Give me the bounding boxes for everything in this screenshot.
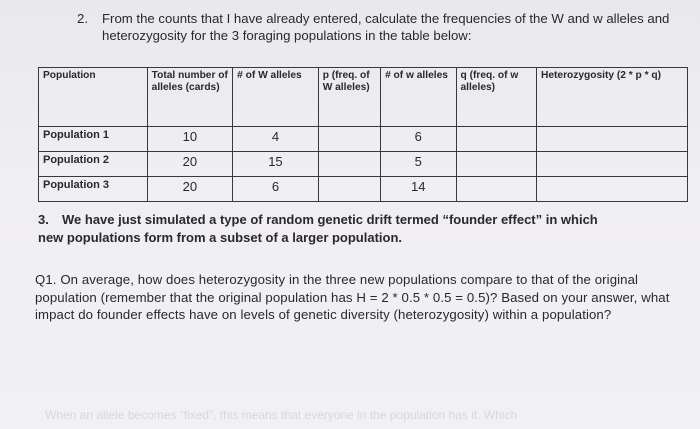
- question-3-number: 3.: [38, 212, 49, 227]
- header-total-alleles: Total number of alleles (cards): [147, 68, 233, 127]
- p-freq-cell[interactable]: [318, 127, 380, 152]
- total-alleles-cell: 20: [147, 177, 233, 202]
- header-w-count: # of w alleles: [381, 68, 456, 127]
- q-freq-cell[interactable]: [456, 127, 536, 152]
- population-label: Population 3: [39, 177, 148, 202]
- w-count-cell: 6: [381, 127, 456, 152]
- heterozygosity-cell[interactable]: [537, 127, 688, 152]
- header-W-count: # of W alleles: [233, 68, 319, 127]
- q-freq-cell[interactable]: [456, 152, 536, 177]
- q-freq-cell[interactable]: [456, 177, 536, 202]
- W-count-cell: 6: [233, 177, 319, 202]
- p-freq-cell[interactable]: [318, 152, 380, 177]
- p-freq-cell[interactable]: [318, 177, 380, 202]
- header-q-freq: q (freq. of w alleles): [456, 68, 536, 127]
- total-alleles-cell: 10: [147, 127, 233, 152]
- table-row: [39, 152, 688, 177]
- header-heterozygosity: Heterozygosity (2 * p * q): [537, 68, 688, 127]
- header-p-freq: p (freq. of W alleles): [318, 68, 380, 127]
- W-count-cell: 4: [233, 127, 319, 152]
- table-row: [39, 127, 688, 152]
- table-header-row: [39, 68, 688, 127]
- population-label: Population 2: [39, 152, 148, 177]
- header-population: Population: [39, 68, 148, 127]
- w-count-cell: 14: [381, 177, 456, 202]
- w-count-cell: 5: [381, 152, 456, 177]
- question-2-text: From the counts that I have already entered, calculate the frequencies of the W and w alleles and heterozygosity for the 3 foraging populations in the table below:: [102, 11, 670, 43]
- heterozygosity-cell[interactable]: [537, 177, 688, 202]
- W-count-cell: 15: [233, 152, 319, 177]
- faint-bleed-through-text: When an allele becomes “fixed”, this means that everyone in the population has it. Which: [45, 408, 518, 422]
- allele-frequency-table: [38, 67, 688, 202]
- question-3-line-1: We have just simulated a type of random genetic drift termed “founder effect” in which: [62, 212, 598, 227]
- population-label: Population 1: [39, 127, 148, 152]
- question-3-line-2: new populations form from a subset of a larger population.: [38, 230, 403, 245]
- table-row: [39, 177, 688, 202]
- q1-question-text: Q1. On average, how does heterozygosity in the three new populations compare to that of the original population (remember that the original population has H = 2 * 0.5 * 0.5 = 0.5)? Based on your answer, what impact do founder effects have on levels of genetic diversity (heterozygosity) within a population?: [35, 272, 670, 322]
- question-2-number: 2.: [77, 11, 88, 26]
- heterozygosity-cell[interactable]: [537, 152, 688, 177]
- total-alleles-cell: 20: [147, 152, 233, 177]
